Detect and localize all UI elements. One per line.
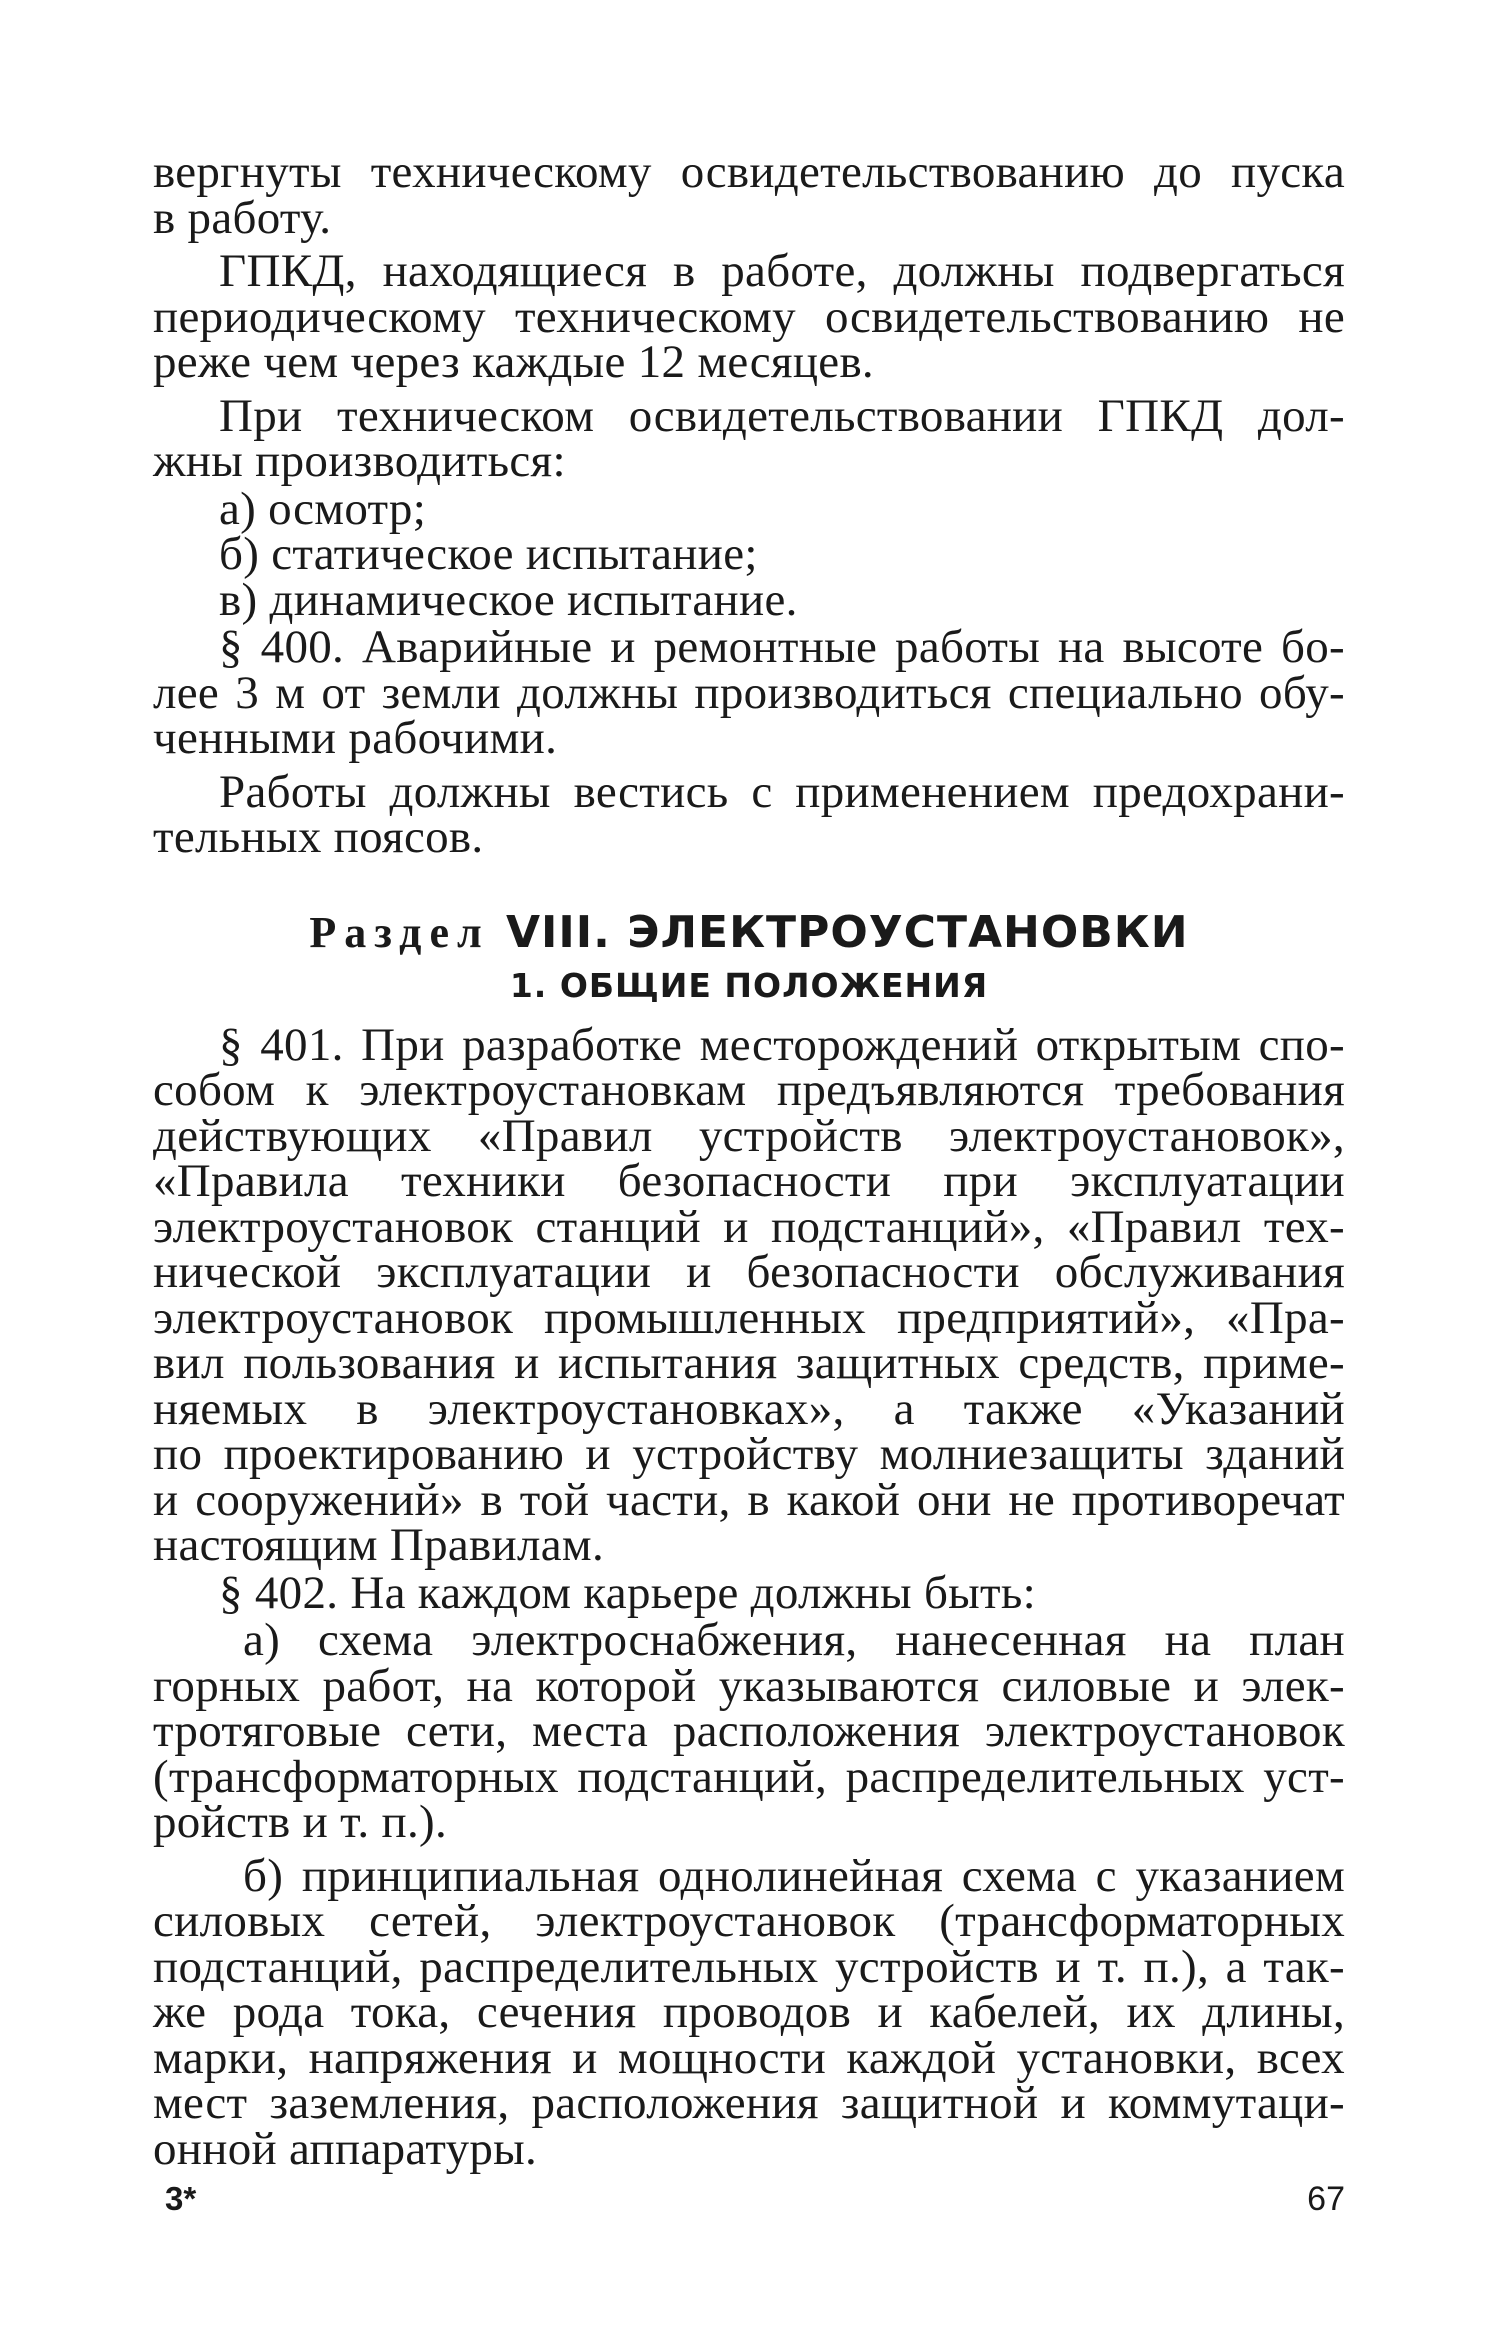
- text-line: силовых сетей, электроустановок (трансформаторных: [153, 1895, 1345, 1947]
- text-line: собом к электроустановкам предъявляются требования: [153, 1064, 1345, 1116]
- belts-paragraph: [153, 765, 1345, 863]
- list-item: б) статическое испытание;: [219, 528, 758, 580]
- text-line: вергнуты техническому освидетельствованию до пуска: [153, 146, 1345, 198]
- list-item: в) динамическое испытание.: [219, 573, 798, 626]
- section-heading: [153, 905, 1345, 961]
- section-heading-block: [153, 905, 1345, 1011]
- text-line: ченными рабочими.: [153, 712, 558, 764]
- signature-mark: 3*: [165, 2180, 197, 2217]
- text-line: § 400. Аварийные и ремонтные работы на высоте бо-: [219, 621, 1345, 673]
- inspection-list: [153, 482, 1345, 626]
- text-line: ГПКД, находящиеся в работе, должны подвергаться: [219, 245, 1345, 297]
- text-line: При техническом освидетельствовании ГПКД дол-: [219, 389, 1345, 442]
- text-line: § 402. На каждом карьере должны быть:: [219, 1566, 1036, 1619]
- text-line: няемых в электроустановках», а также «Указаний: [153, 1382, 1345, 1435]
- text-line: в работу.: [153, 191, 332, 244]
- text-line: Работы должны вестись с применением предохрани-: [219, 765, 1345, 818]
- text-line: нической эксплуатации и безопасности обслуживания: [153, 1246, 1345, 1298]
- text-line: электроустановок станций и подстанций», «Правил тех-: [153, 1200, 1345, 1253]
- paragraph-401: [153, 1018, 1345, 1571]
- section-prefix: Раздел: [309, 907, 490, 957]
- paragraph-402: [153, 1566, 1345, 1619]
- text-line: ройств и т. п.).: [153, 1796, 448, 1848]
- text-line: электроустановок промышленных предприятий», «Пра-: [153, 1291, 1345, 1344]
- text-line: онной аппаратуры.: [153, 2122, 538, 2175]
- text-line: периодическому техническому освидетельствованию не: [153, 290, 1345, 343]
- text-line: реже чем через каждые 12 месяцев.: [153, 336, 874, 388]
- text-line: б) принципиальная однолинейная схема с указанием: [243, 1849, 1345, 1902]
- text-line: марки, напряжения и мощности каждой установки, всех: [153, 2031, 1345, 2084]
- subsection-heading: 1. ОБЩИЕ ПОЛОЖЕНИЯ: [509, 965, 989, 1005]
- page-body: [153, 146, 1345, 2180]
- intro-paragraph: [153, 146, 1345, 244]
- text-line: тротяговые сети, места расположения электроустановок: [153, 1705, 1345, 1757]
- inspection-paragraph: [153, 389, 1345, 487]
- text-line: действующих «Правил устройств электроустановок»,: [153, 1109, 1345, 1162]
- list-item: а) осмотр;: [219, 482, 427, 535]
- text-line: подстанций, распределительных устройств и т. п.), а так-: [153, 1940, 1345, 1993]
- text-line: лее 3 м от земли должны производиться специально обу-: [153, 666, 1345, 719]
- paragraph-400: [153, 621, 1345, 764]
- text-line: «Правила техники безопасности при эксплуатации: [153, 1155, 1345, 1207]
- text-line: и сооружений» в той части, в какой они не противоречат: [153, 1473, 1345, 1526]
- text-line: тельных поясов.: [153, 811, 484, 863]
- page-number: 67: [1307, 2180, 1345, 2218]
- text-line: жны производиться:: [153, 435, 566, 487]
- text-line: а) схема электроснабжения, нанесенная на план: [243, 1614, 1345, 1666]
- item-b: [153, 1849, 1345, 2175]
- gpkd-paragraph: [153, 245, 1345, 388]
- text-line: (трансформаторных подстанций, распределительных уст-: [153, 1750, 1345, 1803]
- text-line: по проектированию и устройству молниезащиты зданий: [153, 1428, 1345, 1480]
- text-line: горных работ, на которой указываются силовые и элек-: [153, 1659, 1345, 1712]
- text-line: же рода тока, сечения проводов и кабелей, их длины,: [153, 1986, 1345, 2038]
- item-a: [153, 1614, 1345, 1848]
- text-line: § 401. При разработке месторождений открытым спо-: [219, 1018, 1345, 1071]
- text-line: мест заземления, расположения защитной и коммутаци-: [153, 2077, 1345, 2129]
- text-line: вил пользования и испытания защитных средств, приме-: [153, 1337, 1345, 1389]
- section-title: VIII. ЭЛЕКТРОУСТАНОВКИ: [506, 906, 1189, 958]
- text-line: настоящим Правилам.: [153, 1519, 605, 1571]
